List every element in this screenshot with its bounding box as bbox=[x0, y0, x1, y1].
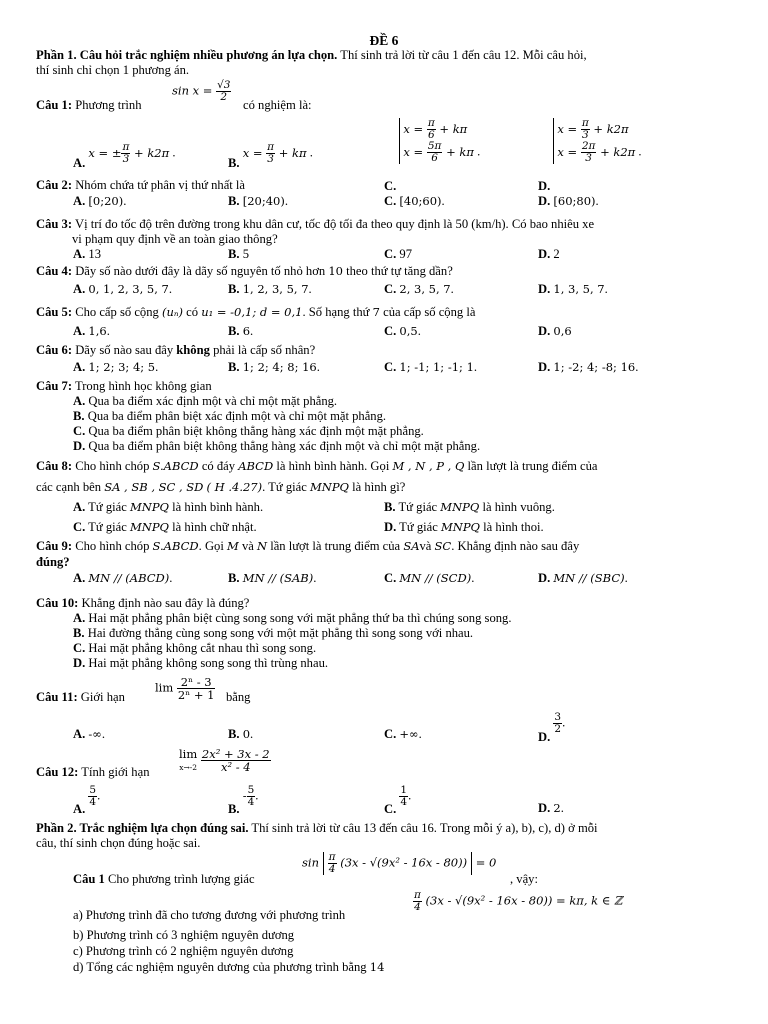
q7-option-c[interactable]: C. Qua ba điểm phân biệt không thẳng hàng xác định một mặt phẳng. bbox=[73, 424, 424, 438]
question-8-line2: các cạnh bên SA , SB , SC , SD ( H .4.27). Tứ giác MNPQ là hình gì? bbox=[36, 480, 406, 494]
q10-option-a[interactable]: A. Hai mặt phẳng phân biệt cùng song song với mặt phẳng thứ ba thì chúng song song. bbox=[73, 611, 512, 625]
q2-option-a[interactable]: A. [0;20). bbox=[73, 194, 127, 208]
q9-option-d[interactable]: D. MN // (SBC). bbox=[538, 571, 628, 585]
question-5: Câu 5: Cho cấp số cộng (uₙ) có u₁ = -0,1; d = 0,1. Số hạng thứ 7 của cấp số cộng là bbox=[36, 305, 476, 319]
q11-option-a[interactable]: A. -∞. bbox=[73, 727, 106, 741]
exam-title: ĐỀ 6 bbox=[369, 33, 399, 48]
part2-statement-a[interactable]: a) Phương trình đã cho tương đương với phương trình bbox=[73, 908, 346, 922]
part2-heading: Phần 2. Trắc nghiệm lựa chọn đúng sai. bbox=[36, 821, 249, 835]
q11-option-c[interactable]: C. +∞. bbox=[384, 727, 422, 741]
q2-option-c[interactable]: C. [40;60). bbox=[384, 194, 445, 208]
q9-option-a[interactable]: A. MN // (ABCD). bbox=[73, 571, 173, 585]
q11-text-after: bằng bbox=[226, 690, 251, 704]
q7-option-d[interactable]: D. Qua ba điểm phân biệt không thẳng hàng xác định một và chỉ một mặt phẳng. bbox=[73, 439, 481, 453]
question-9: Câu 9: Cho hình chóp S.ABCD. Gọi M và N lần lượt là trung điểm của SAvà SC. Khẳng định nào sau đây bbox=[36, 539, 580, 553]
q3-option-b[interactable]: B. 5 bbox=[228, 247, 250, 261]
q6-option-c[interactable]: C. 1; -1; 1; -1; 1. bbox=[384, 360, 478, 374]
question-4: Câu 4: Dãy số nào dưới đây là dãy số nguyên tố nhỏ hơn 10 theo thứ tự tăng dần? bbox=[36, 264, 453, 278]
part2-a-equation: $\frac{\pi}{4}$ (3x - √(9x² - 16x - 80)) = kπ, k ∈ ℤ bbox=[414, 889, 623, 914]
part2-statement-c[interactable]: c) Phương trình có 2 nghiệm nguyên dương bbox=[73, 944, 294, 958]
q10-option-d[interactable]: D. Hai mặt phẳng không song song thì trùng nhau. bbox=[73, 656, 329, 670]
question-2: Câu 2: Nhóm chứa tứ phân vị thứ nhất là bbox=[36, 178, 246, 192]
question-1: Câu 1: Phương trình bbox=[36, 98, 142, 112]
question-9-line2: đúng? bbox=[36, 555, 70, 569]
q7-option-a[interactable]: A. Qua ba điểm xác định một và chỉ một mặt phẳng. bbox=[73, 394, 338, 408]
part2-instructions: Phần 2. Trắc nghiệm lựa chọn đúng sai. Thí sinh trả lời từ câu 13 đến câu 16. Trong mỗi ý a), b), c), d) ở mỗi câu, thí sinh chọn đúng hoặc sai. bbox=[36, 821, 598, 851]
q3-option-a[interactable]: A. 13 bbox=[73, 247, 101, 261]
q9-option-c[interactable]: C. MN // (SCD). bbox=[384, 571, 475, 585]
question-12: Câu 12: Tính giới hạn bbox=[36, 765, 150, 779]
q6-option-a[interactable]: A. 1; 2; 3; 4; 5. bbox=[73, 360, 159, 374]
q8-option-a[interactable]: A. Tứ giác MNPQ là hình bình hành. bbox=[73, 500, 264, 514]
q8-option-c[interactable]: C. Tứ giác MNPQ là hình chữ nhật. bbox=[73, 520, 257, 534]
q5-option-d[interactable]: D. 0,6 bbox=[538, 324, 572, 338]
q2-option-b[interactable]: B. [20;40). bbox=[228, 194, 288, 208]
q12-option-b[interactable]: B. - $\frac{5}{4}$ . bbox=[228, 784, 259, 817]
part2-statement-b[interactable]: b) Phương trình có 3 nghiệm nguyên dương bbox=[73, 928, 295, 942]
q12-limit: lim x→-2 $\frac{\text{2x² + 3x - 2}}{\text{x² - 4}}$ bbox=[179, 747, 270, 775]
q6-option-d[interactable]: D. 1; -2; 4; -8; 16. bbox=[538, 360, 639, 374]
part2-q1-equation: sin $\frac{\pi}{4}$ (3x - √(9x² - 16x - 80)) = 0 bbox=[302, 851, 497, 876]
part2-q1-after: , vậy: bbox=[510, 872, 538, 886]
q8-option-d[interactable]: D. Tứ giác MNPQ là hình thoi. bbox=[384, 520, 544, 534]
q5-option-a[interactable]: A. 1,6. bbox=[73, 324, 110, 338]
q6-option-b[interactable]: B. 1; 2; 4; 8; 16. bbox=[228, 360, 320, 374]
part1-heading: Phần 1. Câu hỏi trắc nghiệm nhiều phương án lựa chọn. bbox=[36, 48, 338, 62]
question-7: Câu 7: Trong hình học không gian bbox=[36, 379, 212, 393]
q1-option-d[interactable]: D. x = $\frac{\pi}{3}$ + k2π x = $\frac{2\pi}{3}$ + k2π . bbox=[538, 117, 642, 193]
q3-option-c[interactable]: C. 97 bbox=[384, 247, 412, 261]
q1-equation: sin x = $\frac{√3}{2}$ bbox=[172, 79, 231, 104]
q11-limit: lim $\frac{\text{2ⁿ - 3}}{\text{2ⁿ + 1}}$ bbox=[155, 675, 215, 703]
part2-statement-d[interactable]: d) Tổng các nghiệm nguyên dương của phương trình bằng 14 bbox=[73, 960, 385, 974]
q12-option-d[interactable]: D. 2. bbox=[538, 801, 564, 815]
q12-option-a[interactable]: A. $\frac{5}{4}$ . bbox=[73, 784, 101, 817]
q8-option-b[interactable]: B. Tứ giác MNPQ là hình vuông. bbox=[384, 500, 555, 514]
question-8: Câu 8: Cho hình chóp S.ABCD có đáy ABCD là hình bình hành. Gọi M , N , P , Q lần lượt là trung điểm của bbox=[36, 459, 598, 473]
part1-instructions: Phần 1. Câu hỏi trắc nghiệm nhiều phương án lựa chọn. Thí sinh trả lời từ câu 1 đến câu 12. Mỗi câu hỏi, thí sinh chỉ chọn 1 phương án. bbox=[36, 48, 587, 78]
q4-option-a[interactable]: A. 0, 1, 2, 3, 5, 7. bbox=[73, 282, 173, 296]
q4-option-d[interactable]: D. 1, 3, 5, 7. bbox=[538, 282, 608, 296]
question-11: Câu 11: Giới hạn bbox=[36, 690, 125, 704]
q1-option-a[interactable]: A. x = ± $\frac{\pi}{3}$ + k2π . bbox=[73, 141, 176, 170]
q7-option-b[interactable]: B. Qua ba điểm phân biệt xác định một và chỉ một mặt phẳng. bbox=[73, 409, 387, 423]
q4-option-c[interactable]: C. 2, 3, 5, 7. bbox=[384, 282, 454, 296]
q11-option-d[interactable]: D. $\frac{3}{2}$ . bbox=[538, 711, 566, 745]
question-3: Câu 3: Vị trí đo tốc độ trên đường trong khu dân cư, tốc độ tối đa theo quy định là 50 (km/h). Có bao nhiêu xe vi phạm quy định về an toàn giao thông? bbox=[36, 217, 595, 247]
q10-option-b[interactable]: B. Hai đường thẳng cùng song song với một mặt phẳng thì song song với nhau. bbox=[73, 626, 474, 640]
q9-option-b[interactable]: B. MN // (SAB). bbox=[228, 571, 317, 585]
q12-option-c[interactable]: C. $\frac{1}{4}$ . bbox=[384, 784, 412, 817]
q4-option-b[interactable]: B. 1, 2, 3, 5, 7. bbox=[228, 282, 312, 296]
q5-option-b[interactable]: B. 6. bbox=[228, 324, 254, 338]
q10-option-c[interactable]: C. Hai mặt phẳng không cắt nhau thì song song. bbox=[73, 641, 317, 655]
question-6: Câu 6: Dãy số nào sau đây không phải là cấp số nhân? bbox=[36, 343, 316, 357]
q5-option-c[interactable]: C. 0,5. bbox=[384, 324, 421, 338]
q1-option-c[interactable]: C. x = $\frac{\pi}{6}$ + kπ x = $\frac{5\pi}{6}$ + kπ . bbox=[384, 117, 481, 193]
q3-option-d[interactable]: D. 2 bbox=[538, 247, 560, 261]
q2-option-d[interactable]: D. [60;80). bbox=[538, 194, 599, 208]
q1-text-after: có nghiệm là: bbox=[243, 98, 312, 112]
q11-option-b[interactable]: B. 0. bbox=[228, 727, 254, 741]
question-10: Câu 10: Khẳng định nào sau đây là đúng? bbox=[36, 596, 250, 610]
q1-option-b[interactable]: B. x = $\frac{\pi}{3}$ + kπ . bbox=[228, 141, 313, 170]
part2-question-1: Câu 1 Cho phương trình lượng giác bbox=[73, 872, 255, 886]
